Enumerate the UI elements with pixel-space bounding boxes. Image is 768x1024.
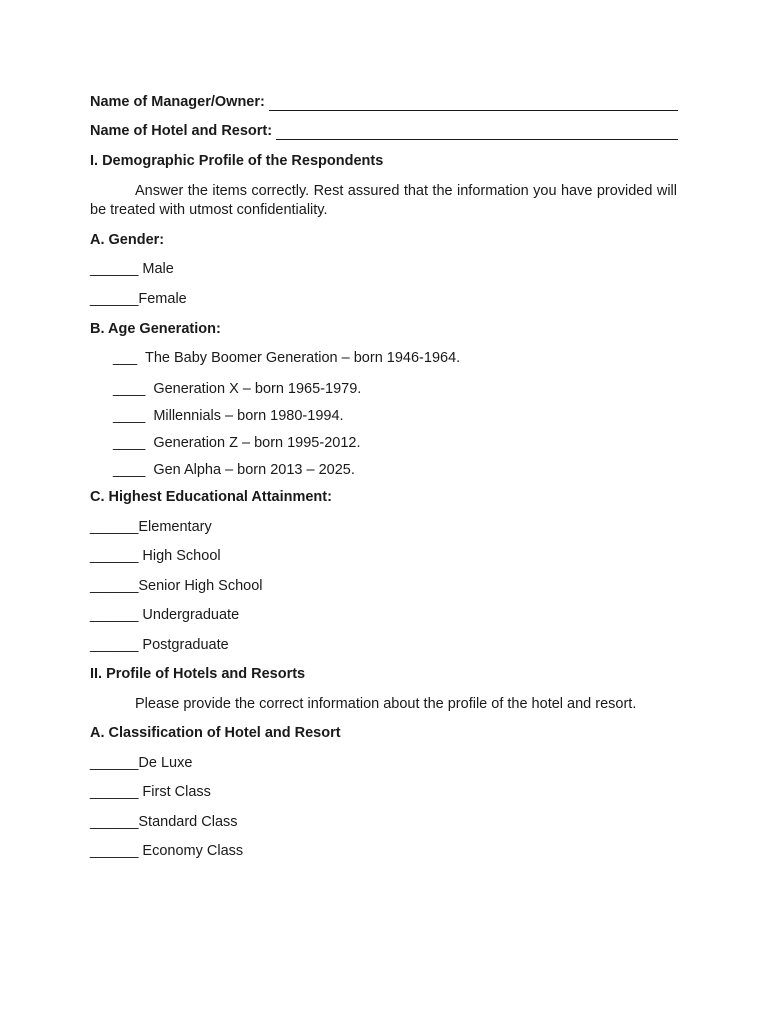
hotel-name-field[interactable] — [90, 122, 678, 140]
education-option-undergraduate[interactable]: ______ Undergraduate — [90, 607, 240, 623]
education-title: C. Highest Educational Attainment: — [90, 489, 332, 505]
hotel-name-blank[interactable] — [276, 125, 678, 140]
hotel-name-label: Name of Hotel and Resort: — [90, 123, 273, 139]
age-option-baby-boomer[interactable]: ___ The Baby Boomer Generation – born 1946-1964. — [113, 350, 461, 366]
section2-title: II. Profile of Hotels and Resorts — [90, 666, 306, 682]
gender-option-male[interactable]: ______ Male — [90, 261, 174, 277]
gender-option-female[interactable]: ______Female — [90, 291, 187, 307]
section1-instructions: Answer the items correctly. Rest assured that the information you have provided will be treated with utmost confidentiality. — [90, 183, 677, 218]
education-option-elementary[interactable]: ______Elementary — [90, 519, 212, 535]
classification-option-first-class[interactable]: ______ First Class — [90, 784, 211, 800]
section1-title: I. Demographic Profile of the Respondents — [90, 153, 384, 169]
age-option-gen-x[interactable]: ____ Generation X – born 1965-1979. — [113, 381, 362, 397]
section2-instructions: Please provide the correct information about the profile of the hotel and resort. — [135, 696, 637, 712]
classification-title: A. Classification of Hotel and Resort — [90, 725, 341, 741]
manager-name-field[interactable] — [90, 93, 678, 111]
age-option-gen-z[interactable]: ____ Generation Z – born 1995-2012. — [113, 435, 361, 451]
classification-option-economy-class[interactable]: ______ Economy Class — [90, 843, 244, 859]
manager-name-label: Name of Manager/Owner: — [90, 94, 265, 110]
education-option-high-school[interactable]: ______ High School — [90, 548, 221, 564]
manager-name-blank[interactable] — [269, 96, 678, 111]
age-option-gen-alpha[interactable]: ____ Gen Alpha – born 2013 – 2025. — [113, 462, 355, 478]
education-option-postgraduate[interactable]: ______ Postgraduate — [90, 637, 229, 653]
classification-option-de-luxe[interactable]: ______De Luxe — [90, 755, 193, 771]
age-option-millennials[interactable]: ____ Millennials – born 1980-1994. — [113, 408, 344, 424]
age-title: B. Age Generation: — [90, 321, 221, 337]
education-option-senior-high[interactable]: ______Senior High School — [90, 578, 263, 594]
classification-option-standard-class[interactable]: ______Standard Class — [90, 814, 238, 830]
gender-title: A. Gender: — [90, 232, 165, 248]
